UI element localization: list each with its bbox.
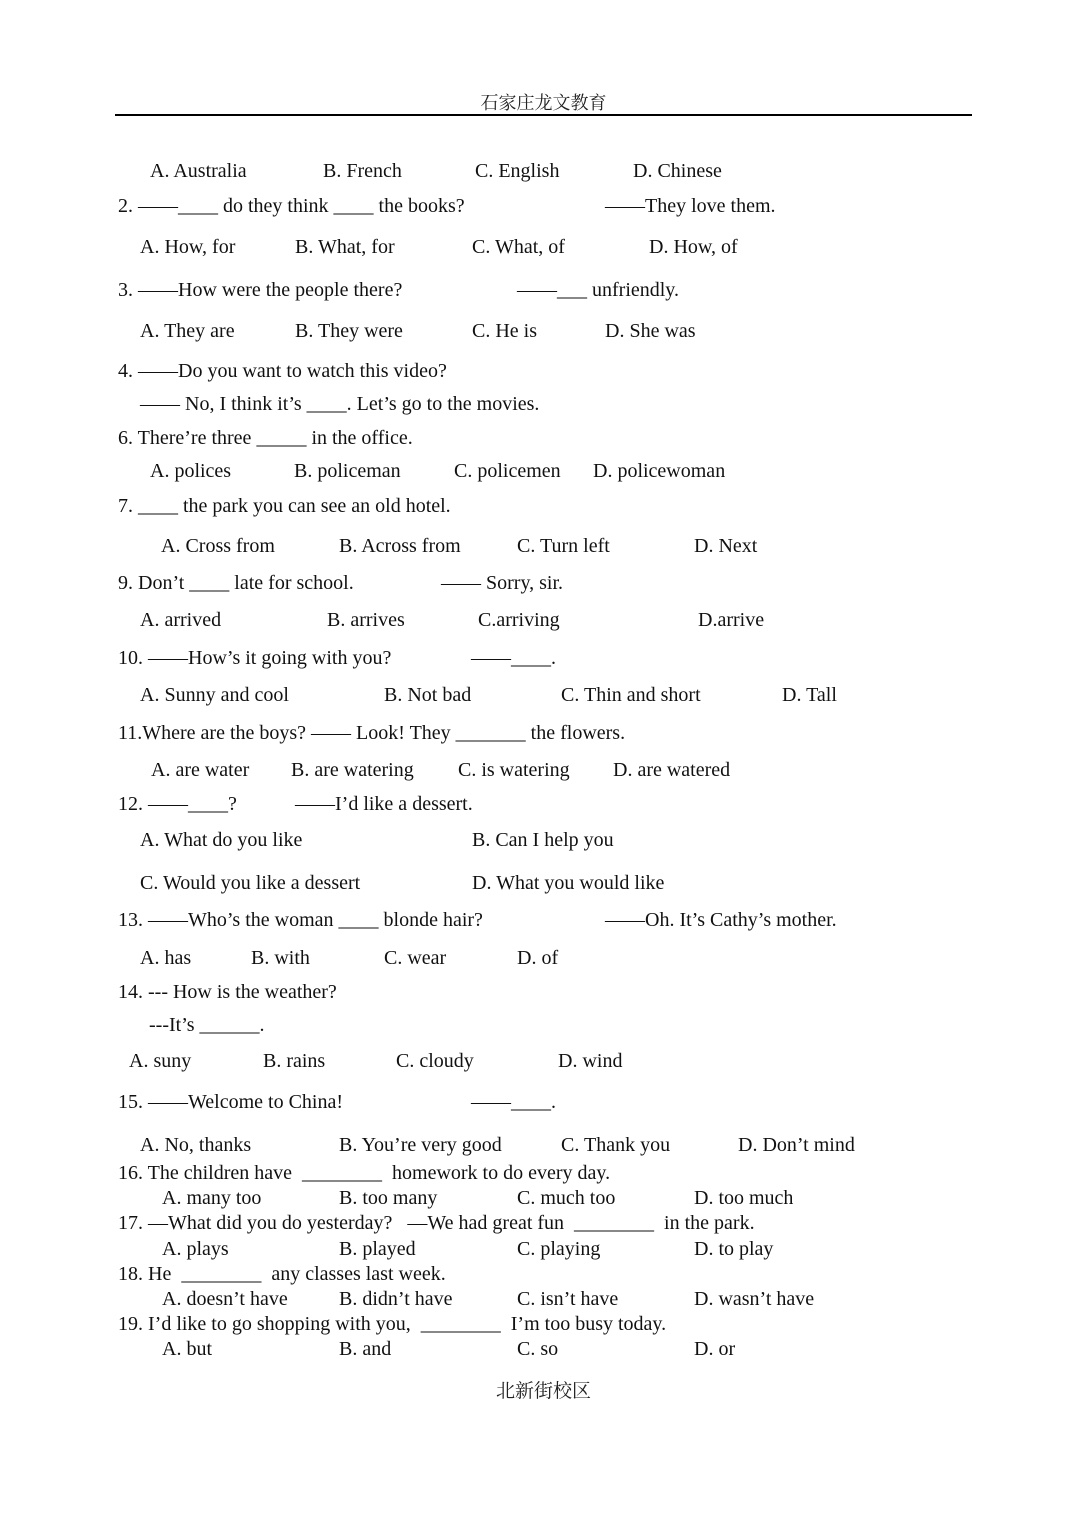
answer-option: C. wear [384,947,447,969]
question-text: —— No, I think it’s ____. Let’s go to the movies. [140,393,540,415]
answer-option: C. much too [517,1187,616,1209]
answer-option: D. wasn’t have [694,1288,815,1310]
answer-option: A. are water [151,759,250,781]
answer-option: C. Turn left [517,535,610,557]
question-text: ---It’s ______. [149,1014,265,1036]
answer-option: D. policewoman [593,460,726,482]
header-rule [115,114,972,116]
answer-option: D. Chinese [633,160,722,182]
question-text: 4. ——Do you want to watch this video? [118,360,447,382]
answer-option: A. Australia [150,160,247,182]
question-text: 19. I’d like to go shopping with you, ________ I’m too busy today. [118,1313,667,1335]
answer-option: D. Next [694,535,758,557]
question-text: 9. Don’t ____ late for school. [118,572,354,594]
question-text: ——____. [471,647,556,669]
answer-option: C. What, of [472,236,565,258]
answer-option: D. Tall [782,684,837,706]
answer-option: A. Sunny and cool [140,684,289,706]
question-text: ——____. [471,1091,556,1113]
answer-option: C. isn’t have [517,1288,619,1310]
answer-option: A. but [162,1338,212,1360]
answer-option: B. You’re very good [339,1134,502,1156]
question-text: ——I’d like a dessert. [295,793,473,815]
answer-option: C. He is [472,320,537,342]
answer-option: B. and [339,1338,392,1360]
answer-option: B. Not bad [384,684,472,706]
answer-option: A. Cross from [161,535,275,557]
answer-option: A. arrived [140,609,222,631]
answer-option: B. rains [263,1050,326,1072]
answer-option: D. What you would like [472,872,665,894]
answer-option: D. She was [605,320,696,342]
question-text: 14. --- How is the weather? [118,981,337,1003]
answer-option: D. of [517,947,559,969]
question-text: 15. ——Welcome to China! [118,1091,344,1113]
answer-option: B. What, for [295,236,395,258]
answer-option: A. They are [140,320,235,342]
answer-option: D. too much [694,1187,794,1209]
answer-option: B. French [323,160,402,182]
answer-option: C.arriving [478,609,560,631]
answer-option: C. policemen [454,460,561,482]
answer-option: A. has [140,947,192,969]
answer-option: C. so [517,1338,559,1360]
question-text: ——___ unfriendly. [517,279,680,301]
question-text: 7. ____ the park you can see an old hotel. [118,495,451,517]
question-text: 11.Where are the boys? —— Look! They _______ the flowers. [118,722,626,744]
answer-option: D.arrive [698,609,765,631]
question-text: ——Oh. It’s Cathy’s mother. [605,909,837,931]
question-text: 6. There’re three _____ in the office. [118,427,413,449]
answer-option: B. played [339,1238,416,1260]
answer-option: D. Don’t mind [738,1134,855,1156]
question-text: 17. —What did you do yesterday? —We had great fun ________ in the park. [118,1212,755,1234]
answer-option: C. cloudy [396,1050,474,1072]
answer-option: C. playing [517,1238,601,1260]
answer-option: B. Across from [339,535,461,557]
question-text: 13. ——Who’s the woman ____ blonde hair? [118,909,483,931]
answer-option: B. arrives [327,609,405,631]
question-text: 12. ——____? [118,793,237,815]
question-text: ——They love them. [605,195,776,217]
answer-option: C. English [475,160,560,182]
answer-option: D. to play [694,1238,774,1260]
answer-option: B. with [251,947,310,969]
answer-option: A. plays [162,1238,229,1260]
answer-option: A. doesn’t have [162,1288,288,1310]
answer-option: B. They were [295,320,403,342]
answer-option: A. polices [150,460,232,482]
question-text: —— Sorry, sir. [441,572,564,594]
answer-option: C. Thin and short [561,684,701,706]
question-text: 2. ——____ do they think ____ the books? [118,195,465,217]
answer-option: C. Thank you [561,1134,671,1156]
page-footer: 北新街校区 [495,1380,591,1402]
page-header: 石家庄龙文教育 [480,93,607,114]
answer-option: D. wind [558,1050,623,1072]
answer-option: D. How, of [649,236,738,258]
answer-option: A. What do you like [140,829,303,851]
answer-option: B. are watering [291,759,414,781]
answer-option: A. suny [129,1050,192,1072]
answer-option: D. or [694,1338,736,1360]
answer-option: A. many too [162,1187,262,1209]
question-text: 3. ——How were the people there? [118,279,403,301]
answer-option: B. Can I help you [472,829,614,851]
question-text: 10. ——How’s it going with you? [118,647,392,669]
answer-option: B. didn’t have [339,1288,453,1310]
answer-option: B. policeman [294,460,401,482]
answer-option: B. too many [339,1187,438,1209]
answer-option: D. are watered [613,759,731,781]
answer-option: A. How, for [140,236,236,258]
answer-option: C. Would you like a dessert [140,872,361,894]
answer-option: A. No, thanks [140,1134,252,1156]
question-text: 16. The children have ________ homework to do every day. [118,1162,611,1184]
question-text: 18. He ________ any classes last week. [118,1263,446,1285]
answer-option: C. is watering [458,759,570,781]
